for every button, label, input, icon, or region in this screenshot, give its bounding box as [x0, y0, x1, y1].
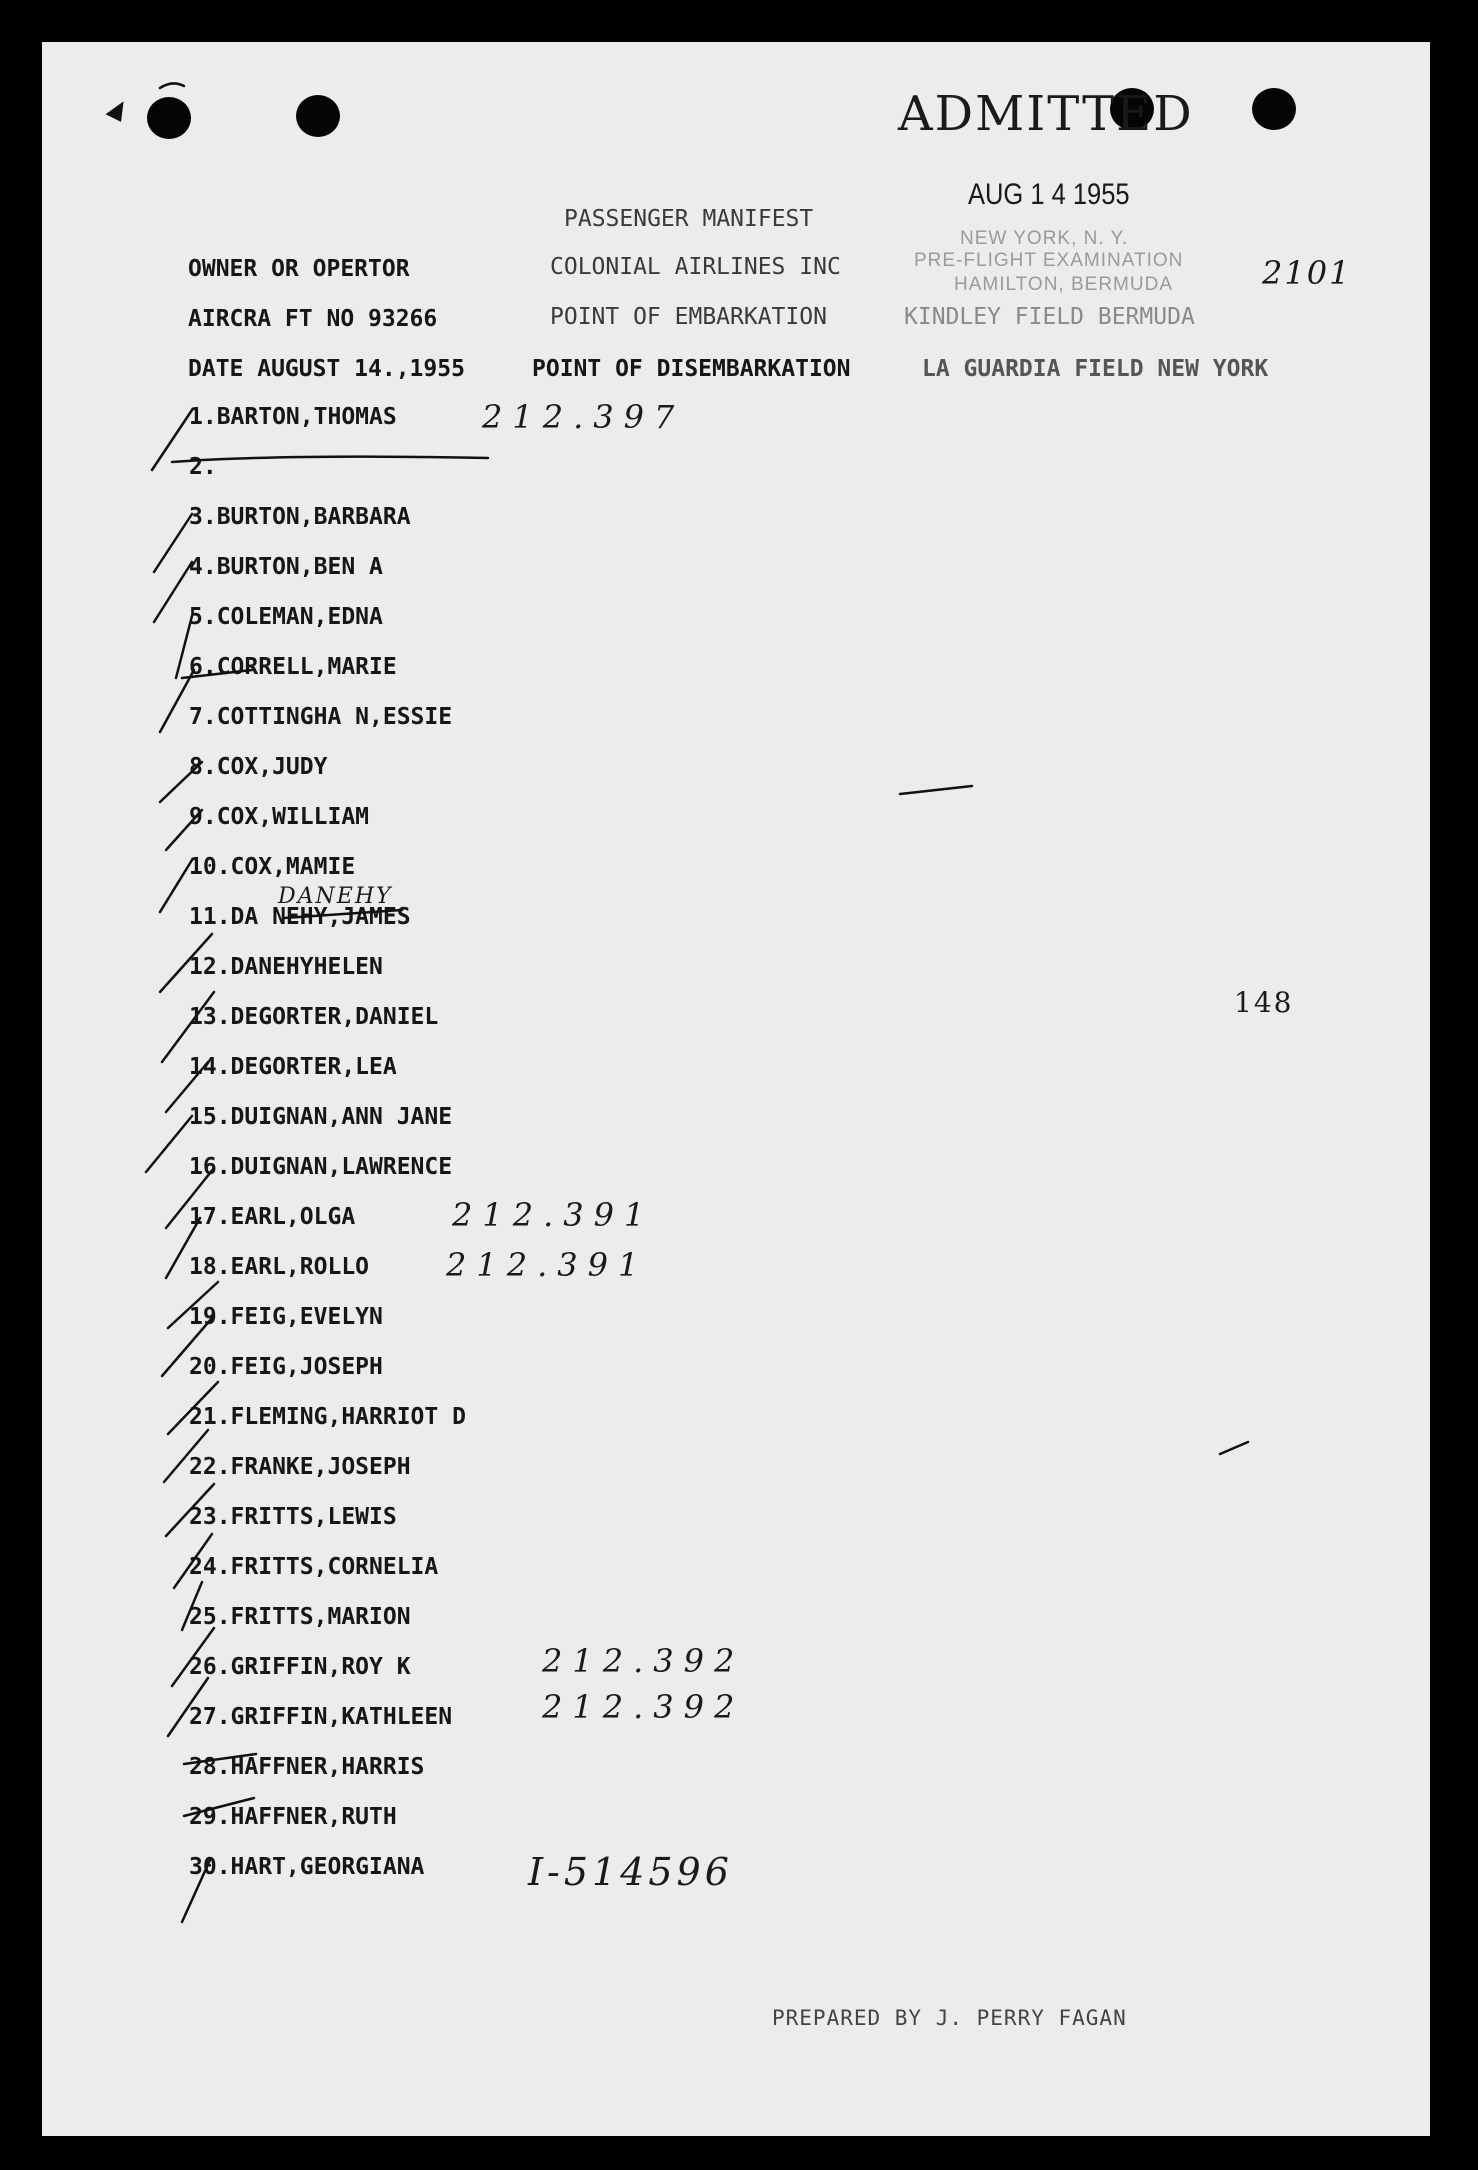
passenger-row: 27.GRIFFIN,KATHLEEN: [189, 1704, 453, 1730]
stray-mark: [160, 83, 184, 88]
passenger-row: 8.COX,JUDY: [189, 754, 328, 780]
embarkation-value: KINDLEY FIELD BERMUDA: [904, 304, 1195, 330]
passenger-row: 13.DEGORTER,DANIEL: [189, 1004, 439, 1030]
passenger-row: 22.FRANKE,JOSEPH: [189, 1454, 411, 1480]
handwritten-barton-code: 212.397: [482, 398, 685, 436]
check-mark: [182, 1860, 210, 1922]
passenger-row: 4.BURTON,BEN A: [189, 554, 383, 580]
passenger-row: 9.COX,WILLIAM: [189, 804, 370, 830]
manifest-page: [42, 42, 1430, 2136]
passenger-row: 24.FRITTS,CORNELIA: [189, 1554, 439, 1580]
handwritten-griffin-roy-code: 212.392: [542, 1642, 745, 1680]
owner-label: OWNER OR OPERTOR: [188, 256, 410, 282]
handwritten-griffin-kathleen-code: 212.392: [542, 1688, 745, 1726]
passenger-row: 18.EARL,ROLLO: [189, 1254, 370, 1280]
check-mark: [154, 514, 192, 572]
passenger-row: 20.FEIG,JOSEPH: [189, 1354, 383, 1380]
check-mark: [166, 1168, 214, 1228]
check-mark: [182, 1582, 202, 1630]
check-mark: [166, 810, 202, 850]
check-mark: [146, 1116, 192, 1172]
check-mark: [160, 670, 194, 732]
passenger-row: 25.FRITTS,MARION: [189, 1604, 411, 1630]
passenger-row: 29.HAFFNER,RUTH: [189, 1804, 397, 1830]
aircraft-label: AIRCRA FT NO 93266: [188, 306, 438, 332]
pen-marks: [42, 42, 1430, 2136]
passenger-row: 1.BARTON,THOMAS: [189, 404, 397, 430]
passenger-row: 15.DUIGNAN,ANN JANE: [189, 1104, 453, 1130]
owner-value: COLONIAL AIRLINES INC: [550, 254, 841, 280]
strike-line: [184, 1798, 254, 1816]
passenger-row: 11.DA NEHY,JAMES: [189, 904, 411, 930]
date-label: DATE AUGUST 14.,1955: [188, 356, 465, 382]
stray-mark: [1220, 1442, 1248, 1454]
passenger-row: 23.FRITTS,LEWIS: [189, 1504, 397, 1530]
check-mark: [176, 616, 192, 678]
passenger-row: 3.BURTON,BARBARA: [189, 504, 411, 530]
passenger-row: 6.CORRELL,MARIE: [189, 654, 397, 680]
passenger-row: 2.: [189, 454, 217, 480]
passenger-row: 19.FEIG,EVELYN: [189, 1304, 383, 1330]
stray-mark: [900, 786, 972, 794]
disembarkation-label: POINT OF DISEMBARKATION: [532, 356, 851, 382]
passenger-row: 28.HAFFNER,HARRIS: [189, 1754, 425, 1780]
embarkation-label: POINT OF EMBARKATION: [550, 304, 827, 330]
passenger-row: 26.GRIFFIN,ROY K: [189, 1654, 411, 1680]
check-mark: [154, 562, 192, 622]
passenger-row: 10.COX,MAMIE: [189, 854, 356, 880]
check-mark: [168, 1382, 218, 1434]
check-mark: [168, 1678, 208, 1736]
disembarkation-value: LA GUARDIA FIELD NEW YORK: [922, 356, 1269, 382]
passenger-row: 5.COLEMAN,EDNA: [189, 604, 383, 630]
strike-line: [172, 457, 488, 462]
stamp-office-line2: PRE-FLIGHT EXAMINATION: [914, 250, 1184, 271]
check-mark: [166, 1218, 200, 1278]
passenger-row: 16.DUIGNAN,LAWRENCE: [189, 1154, 453, 1180]
strike-line: [184, 1754, 256, 1764]
check-mark: [164, 1430, 208, 1482]
handwritten-earl-rollo-code: 212.391: [446, 1246, 649, 1284]
check-mark: [160, 762, 202, 802]
passenger-row: 14.DEGORTER,LEA: [189, 1054, 397, 1080]
check-mark: [162, 992, 214, 1062]
check-mark: [166, 1062, 208, 1112]
passenger-row: 7.COTTINGHA N,ESSIE: [189, 704, 453, 730]
manifest-title: PASSENGER MANIFEST: [564, 206, 814, 232]
strike-line: [284, 910, 402, 918]
admitted-stamp: ADMITTED: [898, 86, 1194, 142]
handwritten-earl-olga-code: 212.391: [452, 1196, 655, 1234]
stray-mark: [108, 104, 122, 120]
check-mark: [160, 934, 212, 992]
check-mark: [174, 1534, 212, 1588]
manifest-number: 2101: [1262, 254, 1352, 292]
handwritten-side-number: 148: [1234, 986, 1294, 1019]
check-mark: [160, 860, 192, 912]
handwritten-hart-code: I-514596: [528, 1850, 733, 1894]
passenger-row: 21.FLEMING,HARRIOT D: [189, 1404, 466, 1430]
handwritten-danehy-correction: DANEHY: [278, 884, 393, 909]
passenger-row: 17.EARL,OLGA: [189, 1204, 356, 1230]
prepared-by: PREPARED BY J. PERRY FAGAN: [772, 2006, 1127, 2030]
passenger-row: 12.DANEHYHELEN: [189, 954, 383, 980]
stamp-date: AUG 1 4 1955: [968, 178, 1130, 211]
stamp-office-line1: NEW YORK, N. Y.: [960, 228, 1129, 249]
check-mark: [166, 1484, 214, 1536]
stamp-office-line3: HAMILTON, BERMUDA: [954, 274, 1173, 295]
passenger-row: 30.HART,GEORGIANA: [189, 1854, 425, 1880]
